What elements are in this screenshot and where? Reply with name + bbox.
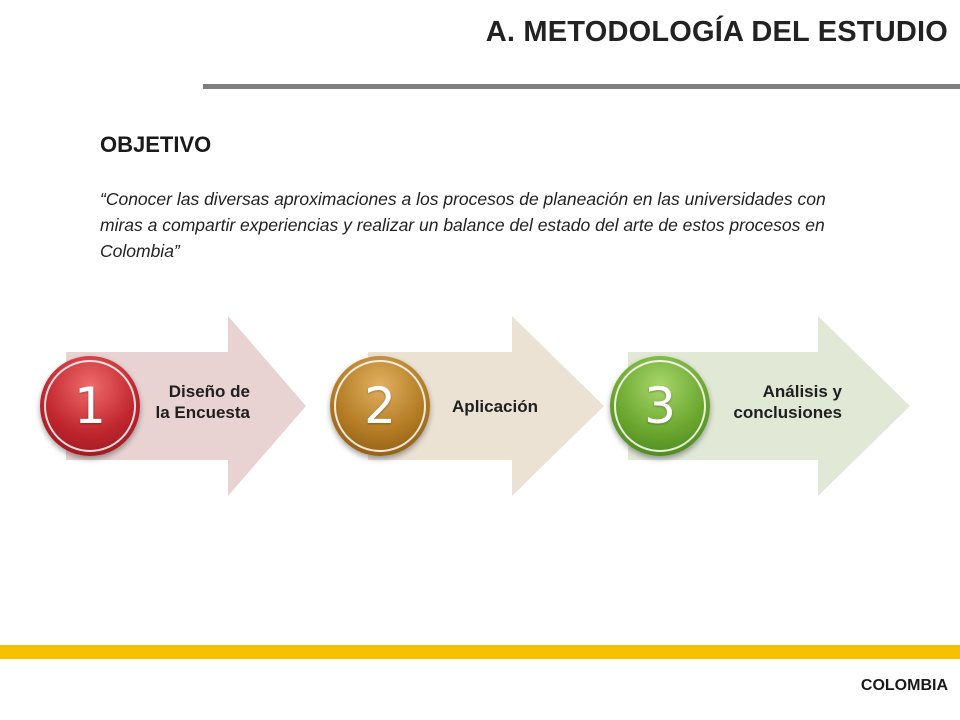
step-1-label: Diseño de la Encuesta — [155, 382, 250, 422]
step-2-badge: 2 — [330, 356, 430, 456]
title-divider — [203, 84, 960, 89]
footer-bar — [0, 645, 960, 659]
step-2-label: Aplicación — [452, 397, 538, 416]
step-3-label: Análisis y conclusiones — [733, 382, 842, 422]
objective-heading: OBJETIVO — [100, 132, 212, 157]
step-3-badge: 3 — [610, 356, 710, 456]
step-1-badge: 1 — [40, 356, 140, 456]
step-3 — [610, 316, 910, 496]
objective-text: “Conocer las diversas aproximaciones a los procesos de planeación en las universidades con miras a compartir experiencias y realizar un balance del estado del arte de estos procesos en Colombia” — [100, 189, 826, 261]
step-1 — [36, 316, 306, 496]
step-2 — [328, 316, 604, 496]
page-title: A. METODOLOGÍA DEL ESTUDIO — [485, 16, 948, 48]
footer-country: COLOMBIA — [860, 677, 948, 694]
